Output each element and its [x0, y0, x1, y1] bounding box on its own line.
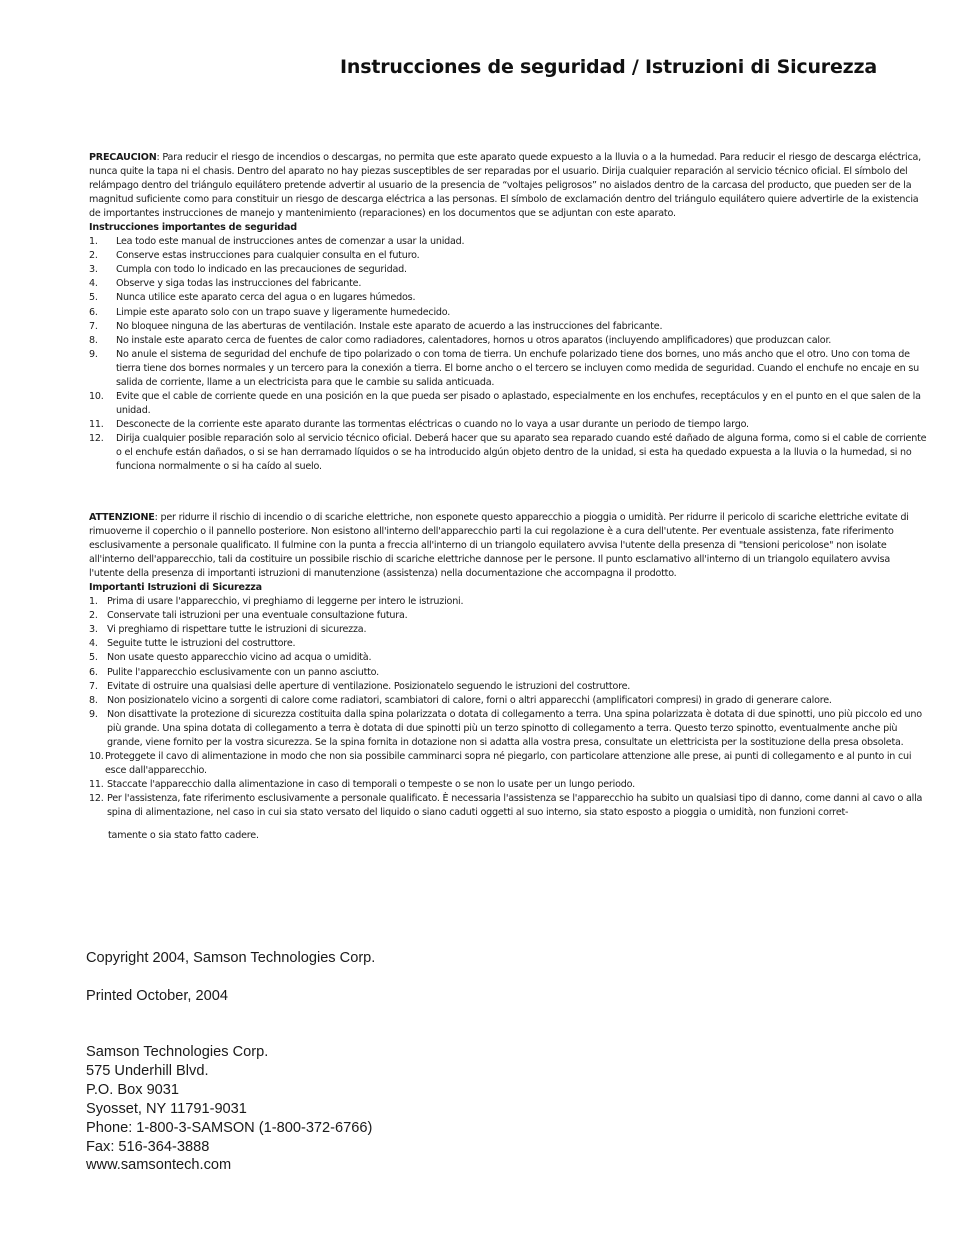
item-text: No instale este aparato cerca de fuentes de calor como radiadores, calentadores, hornos u otros aparatos (incluyendo amplificadores) que produzcan calor.: [116, 334, 832, 346]
list-item: [89, 792, 927, 820]
item-number: 2.: [89, 610, 98, 622]
address-company-name: Samson Technologies Corp.: [86, 1044, 269, 1060]
item-number: 6.: [89, 666, 98, 678]
item-text: No anule el sistema de seguridad del enchufe de tipo polarizado o con toma de tierra. Un enchufe polarizado tiene dos bornes, uno más ancho que el otro. Uno con toma de tierra tiene dos bornes normales y un tercero para la conexión a tierra. El borne ancho o el tercero se incluyen como medida de seguridad. Cuando el enchufe no encaje en su salida de corriente, llame a un electricista para que le cambie su salida anticuada.: [116, 348, 919, 388]
print-date: Printed October, 2004: [86, 988, 228, 1004]
address-city: Syosset, NY 11791-9031: [86, 1100, 247, 1117]
item-number: 2.: [89, 250, 98, 262]
address-phone: Phone: 1-800-3-SAMSON (1-800-372-6766): [86, 1119, 373, 1136]
list-item: [89, 778, 927, 792]
list-item: [89, 750, 927, 778]
spanish-safety-section: [89, 151, 927, 474]
item-text: Cumpla con todo lo indicado en las precauciones de seguridad.: [116, 264, 407, 276]
list-item: [89, 320, 927, 334]
list-item: [89, 666, 927, 680]
spanish-instructions-list: [89, 235, 927, 474]
address-po-box: P.O. Box 9031: [86, 1081, 180, 1098]
list-item: [89, 680, 927, 694]
item-number: 6.: [89, 306, 98, 318]
item-text: Lea todo este manual de instrucciones antes de comenzar a usar la unidad.: [116, 236, 465, 248]
item-number: 4.: [89, 638, 98, 650]
list-item: [89, 623, 927, 637]
item-number: 10.: [89, 750, 104, 762]
list-item: [89, 291, 927, 305]
item-text: Evite que el cable de corriente quede en una posición en la que pueda ser pisado o aplastado, especialmente en los enchufes, receptáculos y en el punto en el que salen de la unidad.: [116, 390, 921, 416]
list-item: [89, 595, 927, 609]
address-fax: Fax: 516-364-3888: [86, 1138, 210, 1155]
item-number: 7.: [89, 680, 98, 692]
item-text: Conservate tali istruzioni per una eventuale consultazione futura.: [107, 610, 408, 622]
item-text: No bloquee ninguna de las aberturas de ventilación. Instale este aparato de acuerdo a las instrucciones del fabricante.: [116, 320, 663, 332]
item-text: Evitate di ostruire una qualsiasi delle aperture di ventilazione. Posizionatelo seguendo le istruzioni del costruttore.: [107, 680, 631, 692]
address-street: 575 Underhill Blvd.: [86, 1062, 209, 1079]
item-number: 8.: [89, 694, 98, 706]
item-text: Per l'assistenza, fate riferimento esclusivamente a personale qualificato. È necessaria l'assistenza se l'apparecchio ha subito un qualsiasi tipo di danno, come danni al cavo o alla spina di alimentazione, nel caso in cui sia stato versato del liquido o siano caduti oggetti al suo interno, sia stato esposto a pioggia o umidità, non funzioni corret-: [107, 792, 923, 818]
item-number: 3.: [89, 264, 98, 276]
copyright-notice: Copyright 2004, Samson Technologies Corp.: [86, 950, 376, 966]
item-text: Non disattivate la protezione di sicurezza costituita dalla spina polarizzata o dotata di collegamento a terra. Una spina polarizzata è dotata di due spinotti, uno più piccolo ed uno più grande. Una spina dotata di collegamento a terra è dotata di due spinotti più un terzo spinotto di collegamento a terra. Questo terzo spinotto, eventualmente anche più grande, viene fornito per la vostra sicurezza. Se la spina fornita in dotazione non si adatta alla vostra presa, consultate un elettricista per la sostituzione della presa obsoleta.: [107, 708, 922, 748]
item-number: 1.: [89, 236, 98, 248]
item-text: Non usate questo apparecchio vicino ad acqua o umidità.: [107, 652, 372, 664]
list-item: [89, 334, 927, 348]
item-text: Limpie este aparato solo con un trapo suave y ligeramente humedecido.: [116, 306, 451, 318]
spanish-caution-paragraph: [89, 151, 927, 221]
item-number: 9.: [89, 708, 98, 720]
spanish-instructions-heading: Instrucciones importantes de seguridad: [89, 222, 297, 234]
list-item: [89, 390, 927, 418]
item-text: Conserve estas instrucciones para cualquier consulta en el futuro.: [116, 250, 420, 262]
item-text: Vi preghiamo di rispettare tutte le istruzioni di sicurezza.: [107, 624, 367, 636]
item-number: 3.: [89, 624, 98, 636]
item-text: Non posizionatelo vicino a sorgenti di calore come radiatori, scambiatori di calore, forni o altri apparecchi (amplificatori compresi) in grado di generare calore.: [107, 694, 832, 706]
item-number: 7.: [89, 320, 98, 332]
item-number: 9.: [89, 348, 98, 360]
item-number: 4.: [89, 278, 98, 290]
item-number: 12.: [89, 432, 104, 444]
item-text: Dirija cualquier posible reparación solo al servicio técnico oficial. Deberá hacer que su aparato sea reparado cuando esté dañado de alguna forma, como si el cable de corriente o el enchufe están dañados, o si se han derramado líquidos o se ha introducido algún objeto dentro de la unidad, si esta ha quedado expuesta a la lluvia o la humedad, si no funciona normalmente o si ha caído al suelo.: [116, 432, 927, 473]
list-item: [89, 418, 927, 432]
item-number: 8.: [89, 334, 98, 346]
item-number: 11.: [89, 778, 104, 790]
item-text: Staccate l'apparecchio dalla alimentazione in caso di temporali o tempeste o se non lo usate per un lungo periodo.: [107, 778, 635, 790]
list-item: [89, 235, 927, 249]
list-item: [89, 249, 927, 263]
italian-caution-text: : per ridurre il rischio di incendio o di scariche elettriche, non esponete questo apparecchio a pioggia o umidità. Per ridurre il pericolo di scariche elettriche evitate di rimuoverne il coperchio o il pannello posteriore. Non esistono all'interno dell'apparecchio parti la cui regolazione è a cura dell'utente. Per eventuale assistenza, fate riferimento esclusivamente a personale qualificato. Il fulmine con la punta a freccia all'interno di un triangolo equilatero avvisa l'utente della presenza di "tensioni pericolose" non isolate all'interno dell'apparecchio, tali da costituire un possibile rischio di scariche elettriche dannose per le persone. Il punto esclamativo all'interno di un triangolo equilatero avvisa l'utente della presenza di importanti istruzioni di manutenzione (assistenza) nella documentazione che accompagna il prodotto.: [89, 512, 909, 580]
italian-instructions-heading: Importanti Istruzioni di Sicurezza: [89, 582, 262, 594]
list-item: [89, 432, 927, 474]
list-item: [89, 637, 927, 651]
spanish-caution-text: : Para reducir el riesgo de incendios o descargas, no permita que este aparato quede expuesto a la lluvia o a la humedad. Para reducir el riesgo de descarga eléctrica, nunca quite la tapa ni el chasis. Dentro del aparato no hay piezas susceptibles de ser reparadas por el usuario. Dirija cualquier reparación al servicio técnico oficial. El símbolo del relámpago dentro del triángulo equilátero pretende advertir al usuario de la presencia de “voltajes peligrosos” no aislados dentro de la carcasa del producto, que pueden ser de la magnitud suficiente como para constituir un riesgo de descarga eléctrica a las personas. El símbolo de exclamación dentro del triángulo equilátero quiere advertirle de la existencia de importantes instrucciones de manejo y mantenimiento (reparaciones) en los documentos que se adjuntan con este aparato.: [89, 152, 922, 220]
page-title: Instrucciones de seguridad / Istruzioni di Sicurezza: [340, 56, 877, 78]
item-text: Desconecte de la corriente este aparato durante las tormentas eléctricas o cuando no lo vaya a usar durante un periodo de tiempo largo.: [116, 418, 749, 430]
list-item: [89, 306, 927, 320]
item-text: Pulite l'apparecchio esclusivamente con un panno asciutto.: [107, 666, 379, 678]
item-text: Prima di usare l'apparecchio, vi preghiamo di leggerne per intero le istruzioni.: [107, 596, 464, 608]
italian-caution-label: ATTENZIONE: [89, 512, 155, 523]
address-website: www.samsontech.com: [86, 1157, 232, 1174]
item-number: 5.: [89, 292, 98, 304]
list-item: [89, 609, 927, 623]
list-item: [89, 708, 927, 750]
item-text: Proteggete il cavo di alimentazione in modo che non sia possibile camminarci sopra né piegarlo, con particolare attenzione alle prese, ai punti di collegamento e al punto in cui esce dall'apparecchio.: [105, 750, 912, 776]
item-number: 10.: [89, 390, 104, 402]
item-number: 12.: [89, 792, 104, 804]
italian-caution-paragraph: [89, 511, 927, 581]
item-text: Observe y siga todas las instrucciones del fabricante.: [116, 278, 362, 290]
list-item: [89, 348, 927, 390]
italian-instructions-list: [89, 595, 927, 820]
item-text: Nunca utilice este aparato cerca del agua o en lugares húmedos.: [116, 292, 416, 304]
item-number: 5.: [89, 652, 98, 664]
list-item: [89, 277, 927, 291]
item-number: 1.: [89, 596, 98, 608]
item-number: 11.: [89, 418, 104, 430]
spanish-caution-label: PRECAUCION: [89, 152, 157, 163]
item-text: Seguite tutte le istruzioni del costruttore.: [107, 638, 296, 650]
company-address: [86, 1043, 372, 1175]
list-item: [89, 694, 927, 708]
italian-safety-section: [89, 511, 927, 843]
italian-item-12-continuation: tamente o sia stato fatto cadere.: [108, 830, 259, 842]
list-item: [89, 651, 927, 665]
list-item: [89, 263, 927, 277]
